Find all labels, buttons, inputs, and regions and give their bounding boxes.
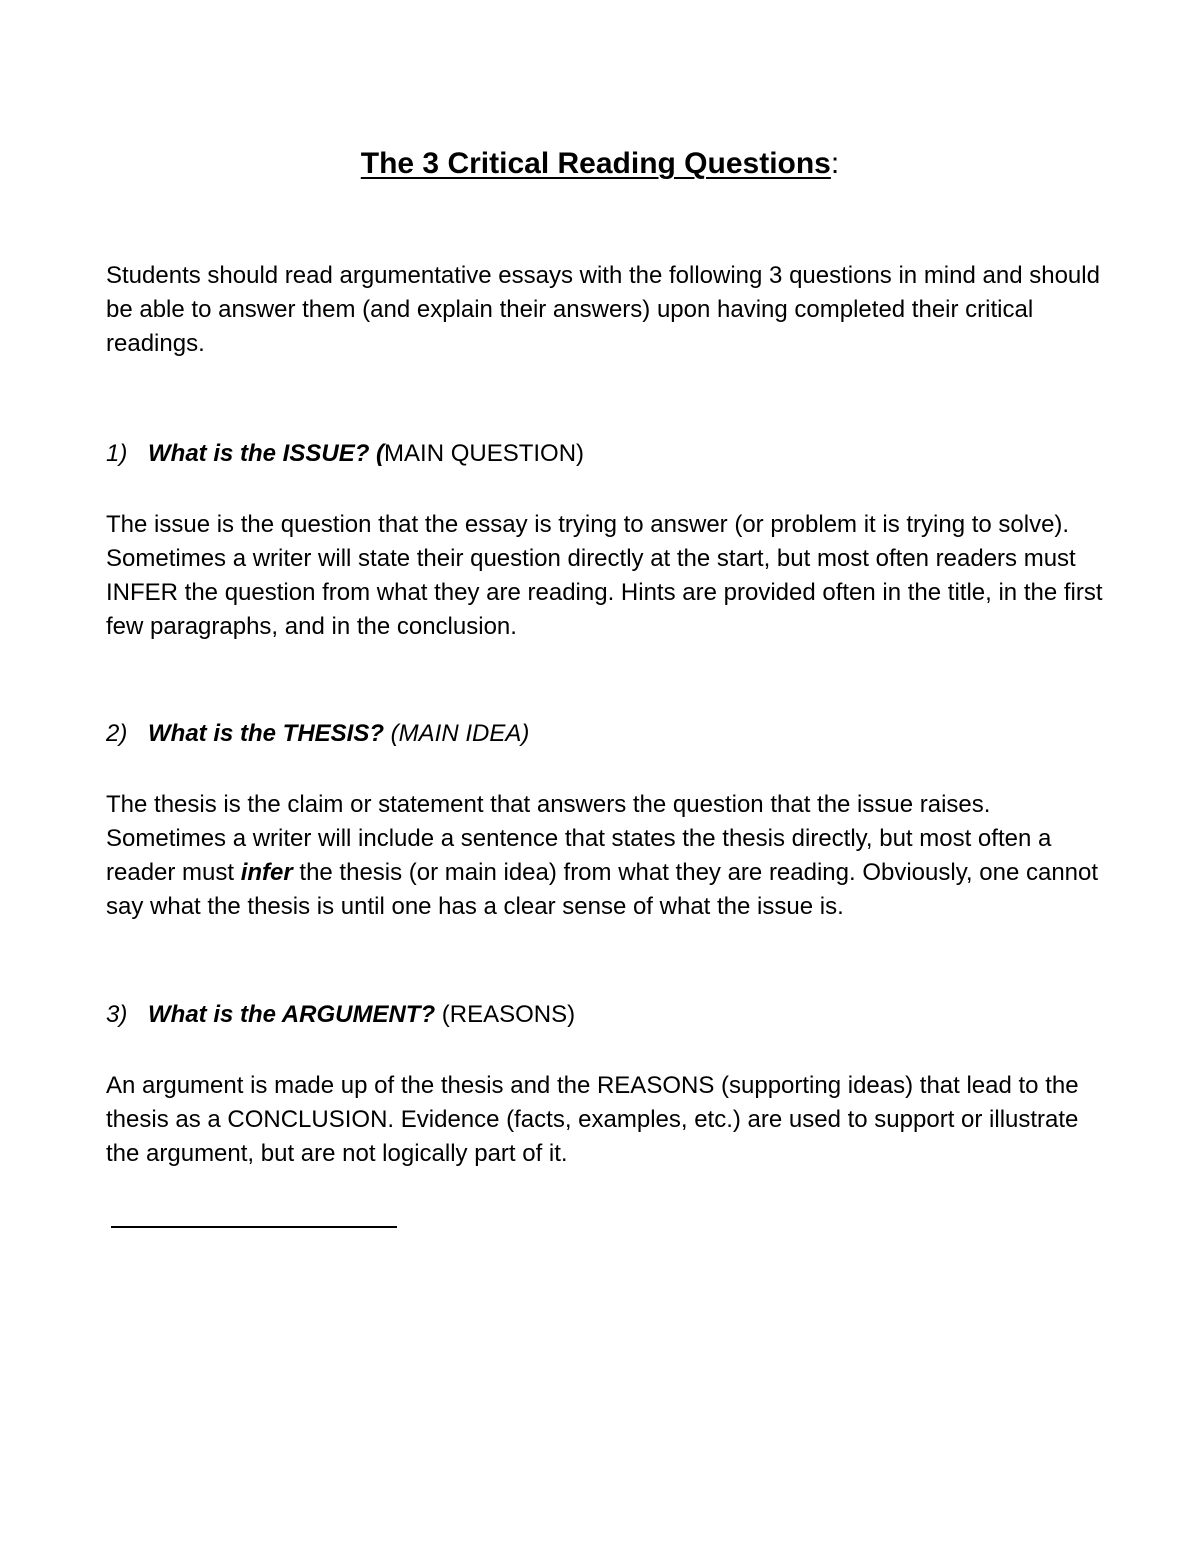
section-2-body-before: The thesis is the claim or statement that answers the question that the issue raises. Sometimes a writer will include a sentence that states the thesis directly, but most often a reader must [106,791,1052,886]
section-1-question: What is the ISSUE? [148,440,370,467]
page-title [0,142,1200,186]
section-1-number: 1) [106,440,128,467]
section-3-number: 3) [106,1001,128,1028]
section-3-question: What is the ARGUMENT? [148,1001,436,1028]
title-colon: : [830,147,840,180]
section-2-heading [106,717,1106,751]
section-3-label: (REASONS) [435,1001,576,1028]
section-2-question: What is the THESIS? [148,720,385,747]
section-3-heading [106,998,1106,1032]
title-text: The 3 Critical Reading Questions [360,147,831,180]
footnote-separator-line [111,1226,397,1228]
section-1-body: The issue is the question that the essay is trying to answer (or problem it is trying to solve). Sometimes a writer will state their question directly at the start, but most often readers must INFER the question from what they are reading. Hints are provided often in the title, in the first few paragraphs, and in the conclusion. [106,511,1103,640]
section-1-heading [106,437,1106,471]
section-2-label: (MAIN IDEA) [384,720,530,747]
section-1-label: MAIN QUESTION) [384,440,585,467]
section-1-paren-open: ( [369,440,385,467]
section-2-body [106,788,1106,924]
section-3-body: An argument is made up of the thesis and the REASONS (supporting ideas) that lead to the thesis as a CONCLUSION. Evidence (facts, examples, etc.) are used to support or illustrate the argument, but are not logically part of it. [106,1072,1079,1167]
section-2-body-emphasis: infer [240,859,293,886]
section-2-number: 2) [106,720,128,747]
section-2-body-after: the thesis (or main idea) from what they are reading. Obviously, one cannot say what the thesis is until one has a clear sense of what the issue is. [106,859,1099,920]
intro-paragraph: Students should read argumentative essays with the following 3 questions in mind and should be able to answer them (and explain their answers) upon having completed their critical readings. [106,262,1100,357]
